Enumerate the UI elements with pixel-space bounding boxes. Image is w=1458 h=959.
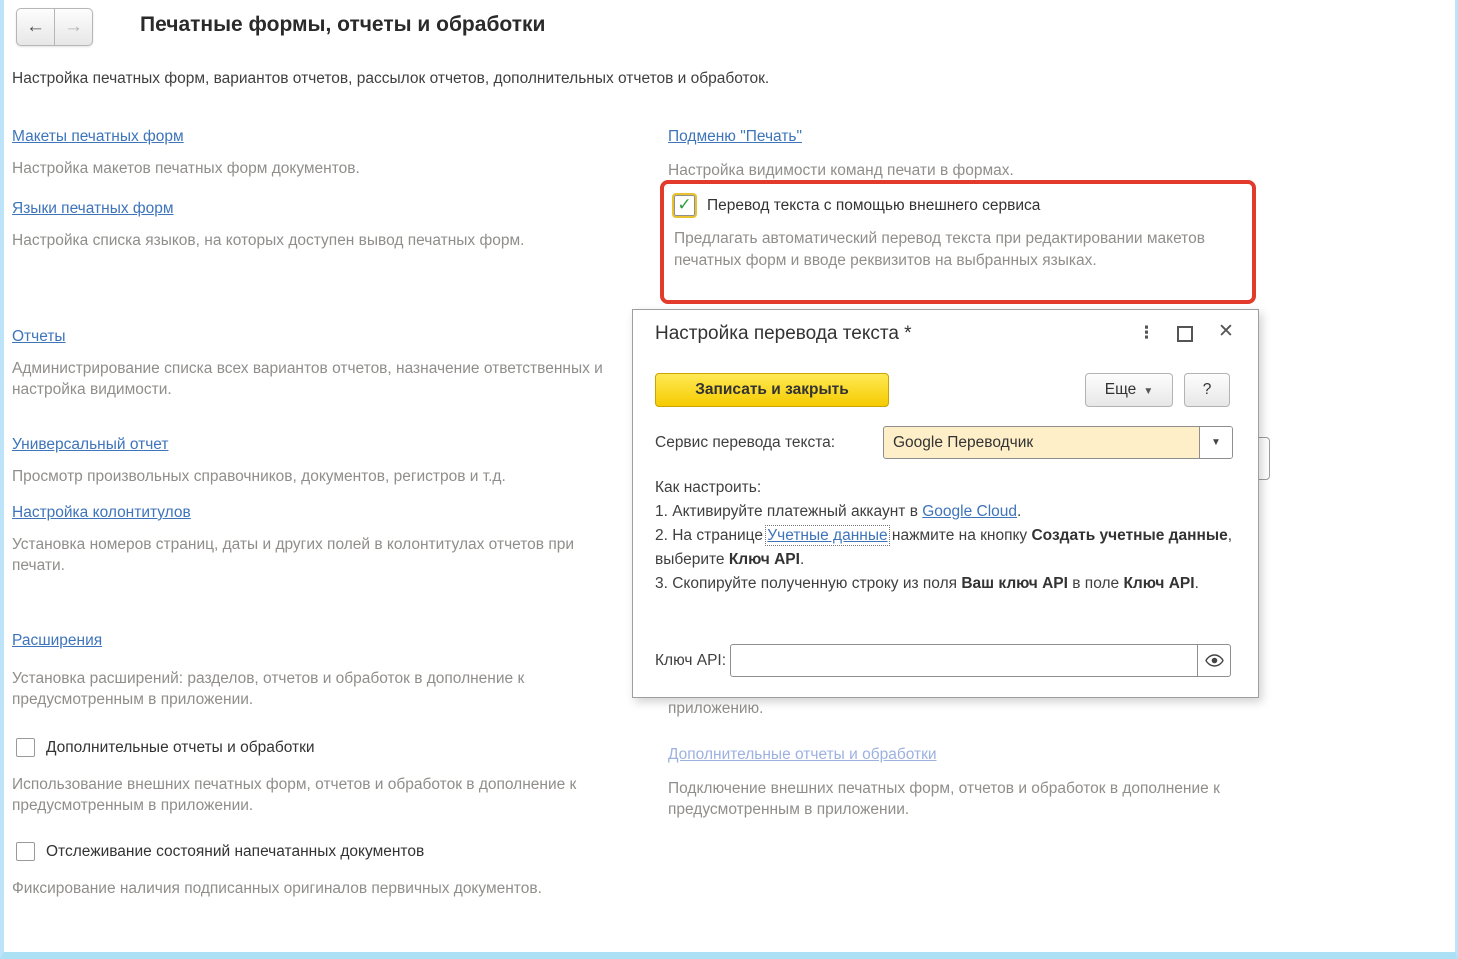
google-cloud-link[interactable]: Google Cloud [922,503,1018,520]
additional-reports-checkbox[interactable] [16,738,35,757]
desc-additional-reports: Использование внешних печатных форм, отчетов и обработок в дополнение к предусмотренным в приложении. [12,776,577,814]
kebab-menu-icon[interactable]: ⋮ [1138,323,1155,342]
service-label: Сервис перевода текста: [655,434,836,451]
setup-instructions [655,476,1239,596]
more-button-label: Еще [1104,381,1137,398]
partial-text-behind-dialog: приложению. [668,700,764,717]
api-key-field-bold: Ключ API [1123,575,1195,592]
credentials-link[interactable]: Учетные данные [767,527,888,544]
back-button[interactable] [16,8,54,46]
translation-checkbox-row [674,195,1040,216]
create-credentials-bold: Создать учетные данные [1031,527,1228,544]
close-icon[interactable]: ✕ [1218,321,1234,342]
chevron-down-icon: ▼ [1143,385,1154,397]
desc-print-form-languages: Настройка списка языков, на которых доступен вывод печатных форм. [12,232,525,249]
link-print-form-layouts[interactable]: Макеты печатных форм [12,128,184,145]
step2-text: 2. На странице [655,527,768,544]
translation-settings-dialog [632,309,1259,698]
service-combobox[interactable] [883,426,1233,459]
maximize-box-glyph [1177,326,1193,342]
step3-text: 3. Скопируйте полученную строку из поля [655,575,962,592]
desc-print-submenu: Настройка видимости команд печати в формах. [668,162,1014,179]
api-key-label: Ключ API: [655,652,727,669]
link-universal-report[interactable]: Универсальный отчет [12,436,169,453]
show-password-button[interactable] [1197,644,1231,677]
desc-reports: Администрирование списка всех вариантов отчетов, назначение ответственных и настройка видимости. [12,360,603,398]
dialog-title: Настройка перевода текста * [655,323,912,344]
save-and-close-button[interactable]: Записать и закрыть [655,373,889,407]
api-key-bold: Ключ API [728,551,800,568]
document-state-tracking-checkbox-label: Отслеживание состояний напечатанных документов [46,842,425,860]
translation-checkbox[interactable] [674,195,695,216]
document-state-tracking-checkbox[interactable] [16,842,35,861]
step1-text: 1. Активируйте платежный аккаунт в [655,503,923,520]
link-additional-reports-processing[interactable]: Дополнительные отчеты и обработки [668,746,937,763]
step2-mid: нажмите на кнопку [887,527,1032,544]
page-title: Печатные формы, отчеты и обработки [140,13,546,36]
service-value: Google Переводчик [893,434,1034,451]
instruction-step-3 [655,572,1239,596]
check-icon: ✓ [677,195,692,214]
maximize-icon[interactable] [1177,326,1193,342]
step2-mid2: , выберите [655,527,1233,568]
page-subtitle: Настройка печатных форм, вариантов отчетов, рассылок отчетов, дополнительных отчетов и обработок. [12,70,770,87]
link-print-form-languages[interactable]: Языки печатных форм [12,200,174,217]
desc-translation: Предлагать автоматический перевод текста при редактировании макетов печатных форм и вводе реквизитов на выбранных языках. [674,230,1205,269]
step1-suffix: . [1017,503,1022,520]
back-arrow-icon: ← [26,16,45,37]
translation-highlight-box [660,180,1256,304]
link-reports[interactable]: Отчеты [12,328,66,345]
nav-buttons [16,8,93,46]
instruction-step-2 [655,524,1239,572]
instructions-heading: Как настроить: [655,479,762,496]
additional-reports-checkbox-label: Дополнительные отчеты и обработки [46,738,315,756]
forward-arrow-icon: → [64,16,83,37]
link-headers-footers[interactable]: Настройка колонтитулов [12,504,191,521]
step3-mid: в поле [1067,575,1124,592]
desc-universal-report: Просмотр произвольных справочников, документов, регистров и т.д. [12,468,506,485]
desc-additional-reports-processing: Подключение внешних печатных форм, отчетов и обработок в дополнение к предусмотренным в приложении. [668,780,1220,818]
eye-icon [1205,654,1224,667]
your-api-key-bold: Ваш ключ API [961,575,1068,592]
document-state-tracking-checkbox-row [16,842,424,861]
translation-checkbox-label: Перевод текста с помощью внешнего сервиса [707,196,1041,214]
desc-document-state-tracking: Фиксирование наличия подписанных оригиналов первичных документов. [12,880,542,897]
step2-suffix: . [799,551,805,568]
desc-headers-footers: Установка номеров страниц, даты и других полей в колонтитулах отчетов при печати. [12,536,575,574]
api-key-input[interactable] [730,644,1198,677]
more-button[interactable] [1085,373,1173,407]
forward-button[interactable] [54,8,93,46]
desc-extensions: Установка расширений: разделов, отчетов и обработок в дополнение к предусмотренным в приложении. [12,670,525,708]
link-extensions[interactable]: Расширения [12,632,103,649]
chevron-down-icon: ▼ [1211,437,1221,448]
combo-dropdown-button[interactable] [1199,427,1232,458]
link-print-submenu[interactable]: Подменю "Печать" [668,128,803,145]
instruction-step-1 [655,500,1239,524]
step3-suffix: . [1194,575,1199,592]
help-button[interactable]: ? [1184,373,1230,407]
desc-print-form-layouts: Настройка макетов печатных форм документов. [12,160,360,177]
additional-reports-checkbox-row [16,738,315,757]
